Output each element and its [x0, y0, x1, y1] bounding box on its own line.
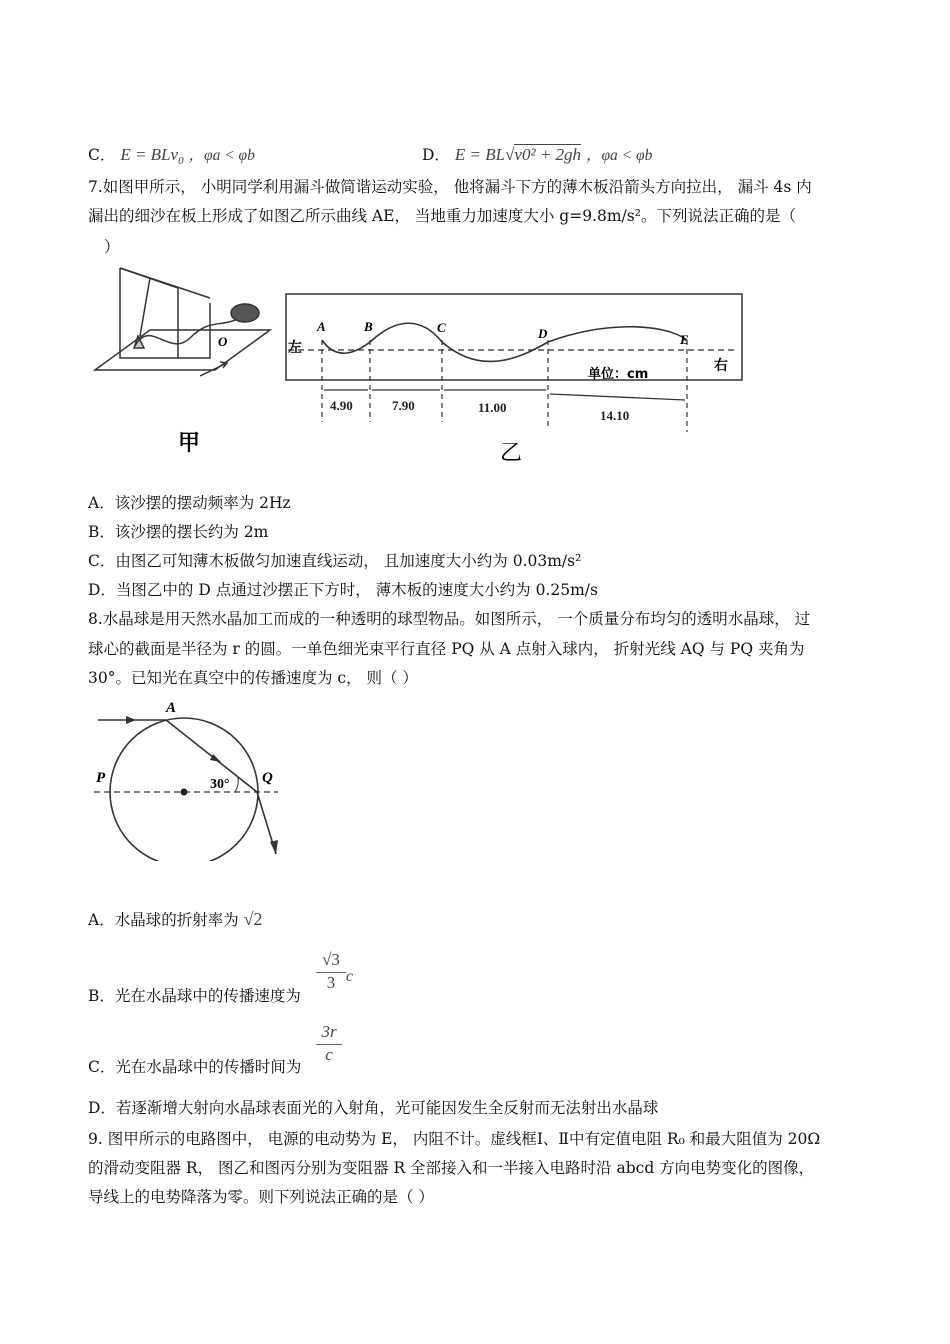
q9-stem-line1: 9. 图甲所示的电路图中， 电源的电动势为 E， 内阻不计。虚线框Ⅰ、Ⅱ中有定值电阻 R₀ 和最大阻值为 20Ω [88, 1130, 821, 1148]
q7-figure-yi [282, 262, 747, 467]
q7-point-d: D [538, 326, 548, 341]
q8-option-a-value: √2 [243, 909, 263, 929]
q7-stem-line1: 7.如图甲所示， 小明同学利用漏斗做简谐运动实验， 他将漏斗下方的薄木板沿箭头方向拉出， 漏斗 4s 内 [88, 178, 812, 196]
q6-option-c-formula: E = BLv [120, 145, 179, 164]
q7-point-e: E [680, 332, 689, 347]
q8-option-c: C．光在水晶球中的传播时间为 [88, 1058, 302, 1076]
q8-option-b-fraction: $\frac{√3}{3}$ [316, 950, 346, 993]
q7-fig-jia-label: 甲 [178, 431, 201, 456]
q7-figure-jia [90, 258, 280, 458]
q9-stem-line2: 的滑动变阻器 R， 图乙和图丙分别为变阻器 R 全部接入和一半接入电路时沿 abcd 方向电势变化的图像， [88, 1159, 815, 1177]
q7-segment-ab: 4.90 [330, 398, 353, 413]
q7-option-a: A．该沙摆的摆动频率为 2Hz [88, 494, 291, 512]
q7-fig-point-o: O [218, 334, 228, 349]
q8-option-a: A．水晶球的折射率为 √2 [88, 909, 263, 929]
q7-segment-bc: 7.90 [392, 398, 415, 413]
q7-point-c: C [437, 320, 446, 335]
q8-option-d: D．若逐渐增大射向水晶球表面光的入射角，光可能因发生全反射而无法射出水晶球 [88, 1099, 659, 1117]
q7-fig-right: 右 [714, 358, 728, 374]
q8-option-c-fraction: $\frac{3r}{c}$ [316, 1022, 342, 1065]
q8-point-q: Q [262, 770, 273, 786]
q7-segment-de: 14.10 [600, 408, 630, 423]
q7-fig-unit: 单位：cm [588, 367, 649, 382]
q6-option-c: C． E = BLv$_0$ ，φa < φb [88, 145, 255, 168]
q7-fig-yi-label: 乙 [500, 441, 523, 466]
q7-option-c: C．由图乙可知薄木板做匀加速直线运动， 且加速度大小约为 0.03m/s² [88, 552, 582, 570]
q8-option-b-c: c [346, 968, 354, 985]
q6-option-d: D． E = BL√v0² + 2gh ，φa < φb [422, 145, 653, 164]
q7-option-b: B．该沙摆的摆长约为 2m [88, 523, 269, 541]
q8-angle-label: 30° [210, 777, 230, 792]
q8-stem-line2: 球心的截面是半径为 r 的圆。一单色细光束平行直径 PQ 从 A 点射入球内， 折射光线 AQ 与 PQ 夹角为 [88, 640, 805, 658]
q8-stem-line1: 8.水晶球是用天然水晶加工而成的一种透明的球型物品。如图所示， 一个质量分布均匀的透明水晶球， 过 [88, 610, 811, 628]
q7-point-a: A [317, 319, 326, 334]
q7-stem-line2: 漏出的细沙在板上形成了如图乙所示曲线 AE， 当地重力加速度大小 g=9.8m/s²。下列说法正确的是（ [88, 207, 796, 225]
q7-option-d: D．当图乙中的 D 点通过沙摆正下方时， 薄木板的速度大小约为 0.25m/s [88, 581, 598, 599]
q9-stem-line3: 导线上的电势降落为零。则下列说法正确的是（ ） [88, 1188, 434, 1206]
q7-fig-left: 左 [288, 340, 302, 356]
q8-point-a: A [166, 700, 177, 716]
q8-stem-line3: 30°。已知光在真空中的传播速度为 c， 则（ ） [88, 669, 418, 687]
q8-figure-crystal-ball [88, 696, 288, 861]
q7-point-b: B [364, 319, 373, 334]
q7-stem-line3: ） [104, 238, 120, 256]
q8-option-b: B．光在水晶球中的传播速度为 [88, 987, 301, 1005]
q8-point-p: P [96, 770, 106, 786]
q7-segment-cd: 11.00 [478, 400, 507, 415]
